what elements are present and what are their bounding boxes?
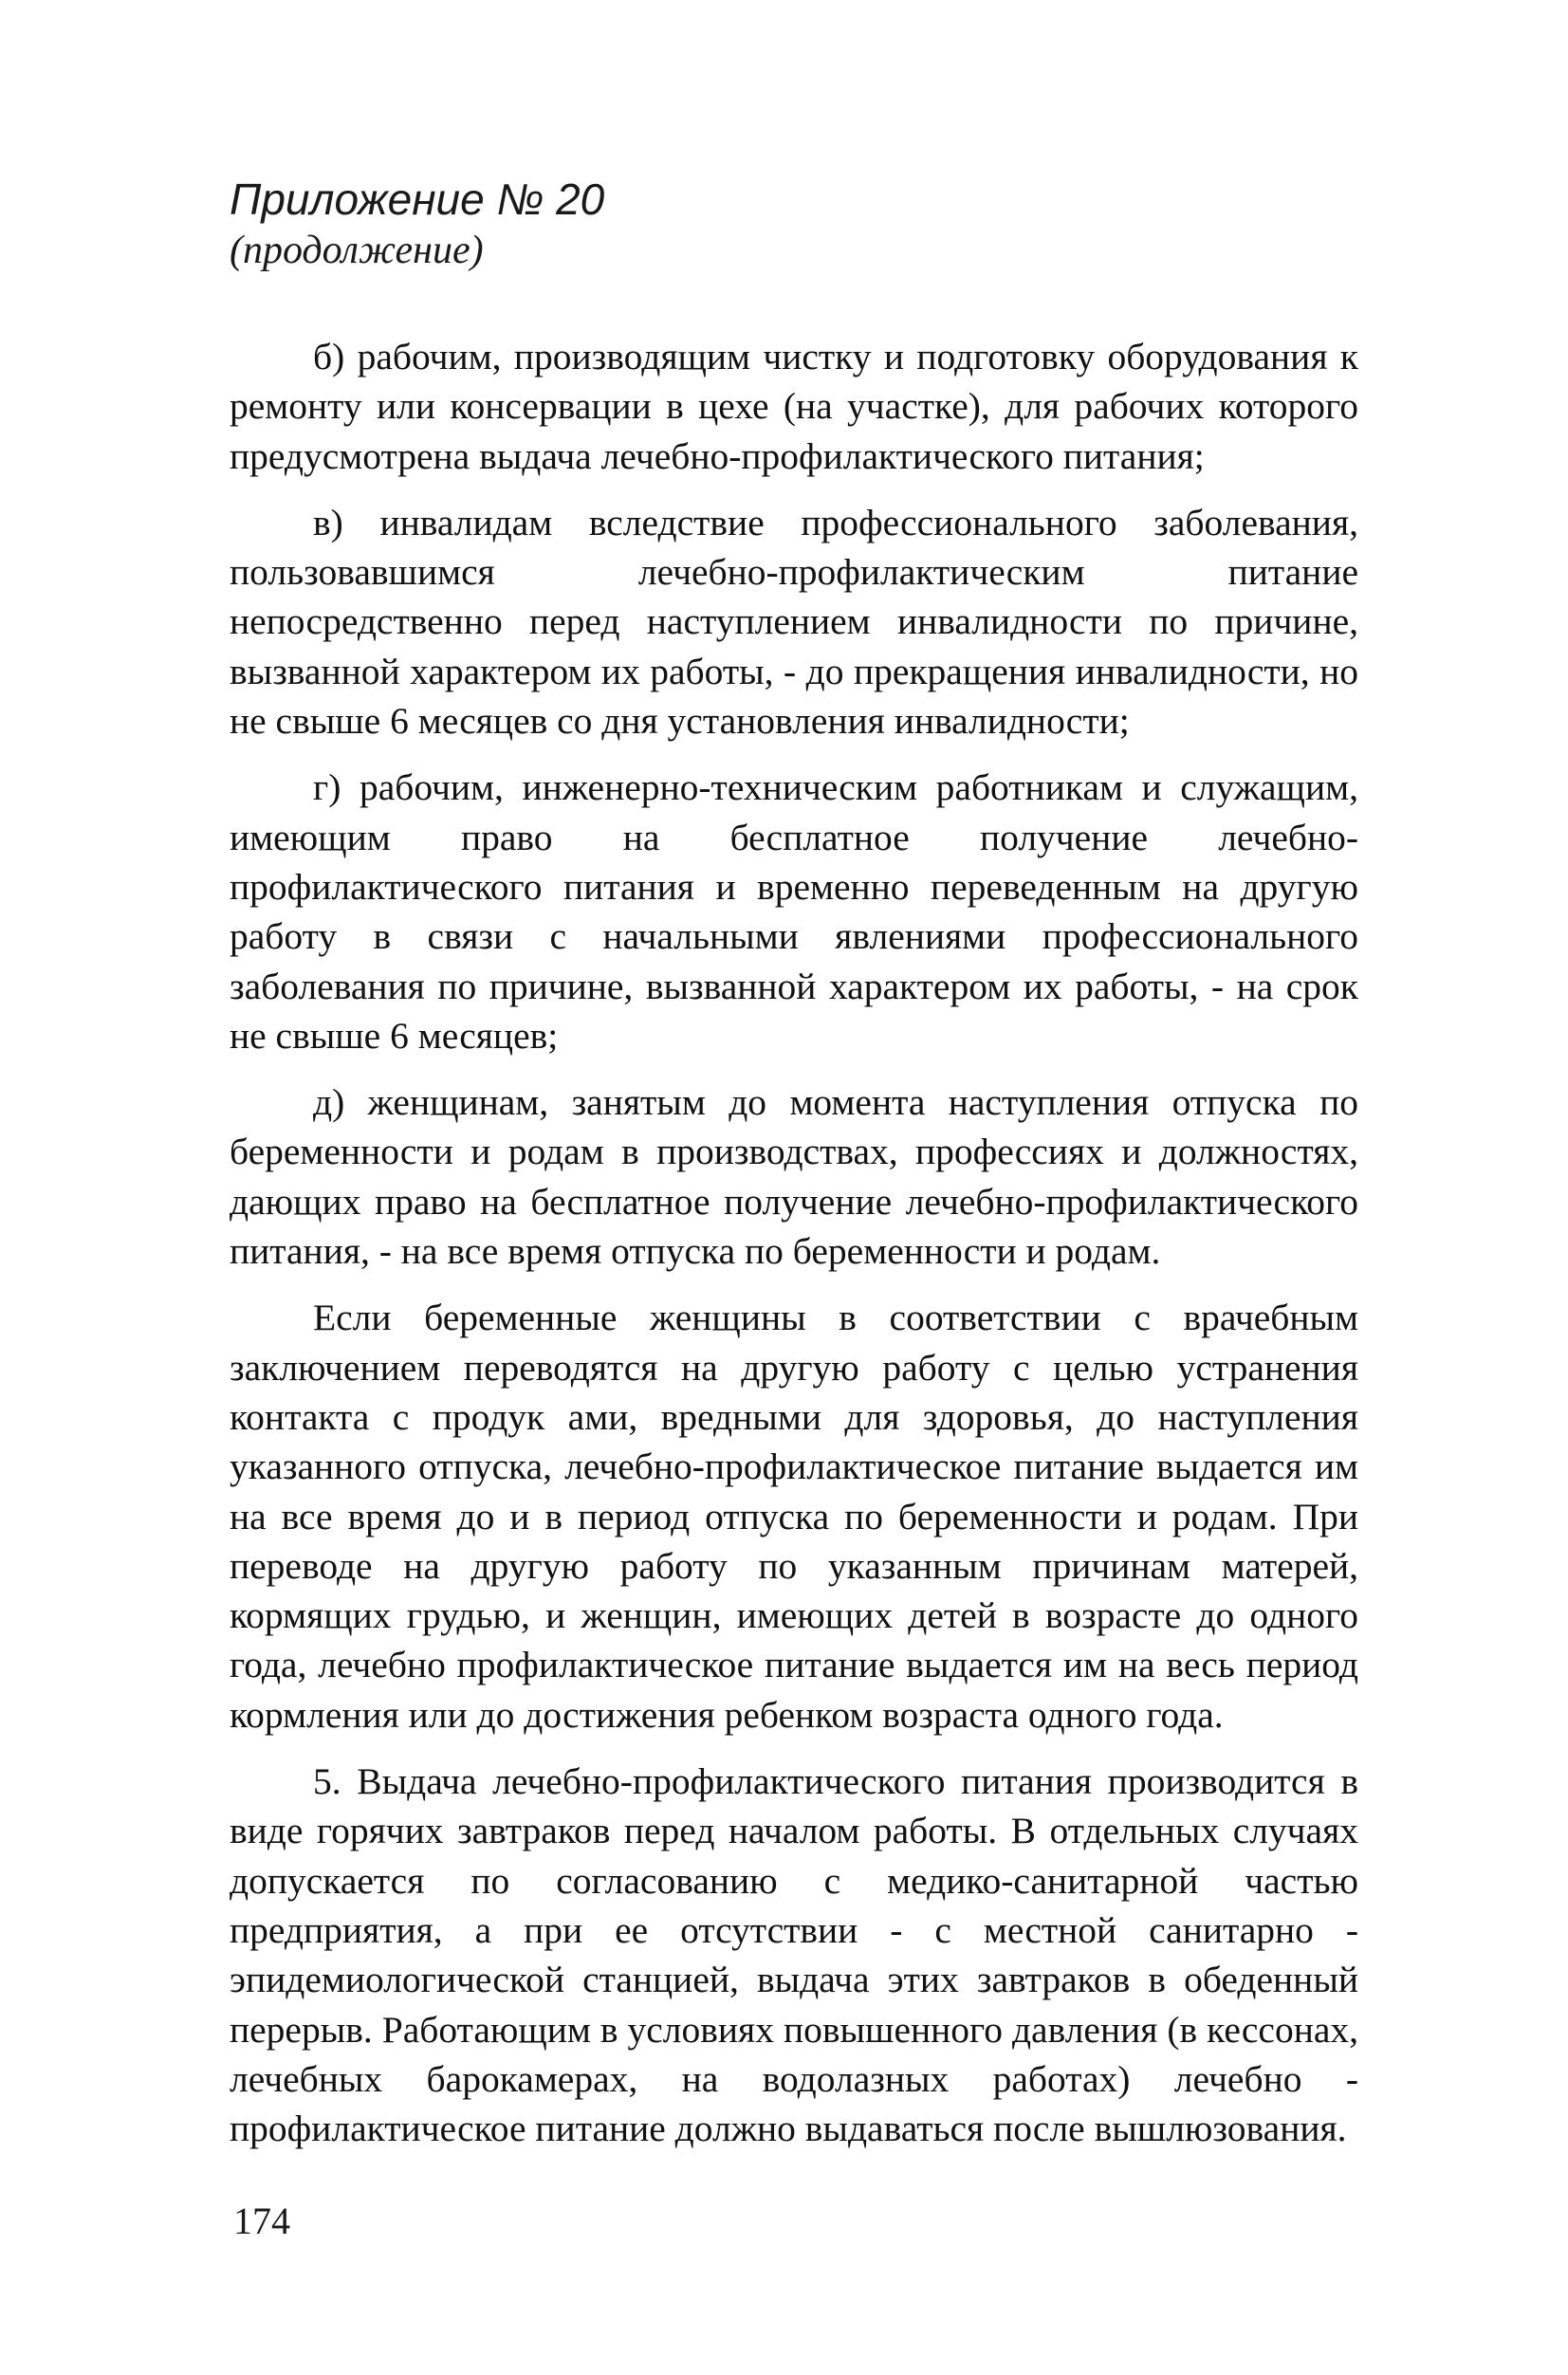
document-body [230, 332, 1358, 2170]
paragraph-d: д) женщинам, занятым до момента наступления отпуска по беременности и родам в производствах, профессиях и должностях, дающих право на бесплатное получение лечебно-профилактического питания, - на все время отпуска по беременности и родам. [230, 1081, 1358, 1273]
page-number: 174 [233, 2200, 290, 2242]
appendix-title: Приложение № 20 [230, 175, 605, 224]
paragraph-g: г) рабочим, инженерно-техническим работникам и служащим, имеющим право на бесплатное получение лечебно-профилактического питания и временно переведенным на другую работу в связи с начальными явлениями профессионального заболевания по причине, вызванной характером их работы, - на срок не свыше 6 месяцев; [230, 766, 1358, 1057]
paragraph-5-breakfast: 5. Выдача лечебно-профилактического питания производится в виде горячих завтраков перед началом работы. В отдельных случаях допускается по согласованию с медико-санитарной частью предприятия, а при ее отсутствии - с местной санитарно - эпидемиологической станцией, выдача этих завтраков в обеденный перерыв. Работающим в условиях повышенного давления (в кессонах, лечебных барокамерах, на водолазных работах) лечебно - профилактическое питание должно выдаваться после вышлюзования. [230, 1760, 1358, 2150]
paragraph-pregnant-women: Если беременные женщины в соответствии с врачебным заключением переводятся на другую работу с целью устранения контакта с продук ами, вредными для здоровья, до наступления указанного отпуска, лечебно-профилактическое питание выдается им на все время до и в период отпуска по беременности и родам. При переводе на другую работу по указанным причинам матерей, кормящих грудью, и женщин, имеющих детей в возрасте до одного года, лечебно профилактическое питание выдается им на весь период кормления или до достижения ребенком возраста одного года. [230, 1297, 1358, 1736]
paragraph-v: в) инвалидам вследствие профессионального заболевания, пользовавшимся лечебно-профилактическим питание непосредственно перед наступлением инвалидности по причине, вызванной характером их работы, - до прекращения инвалидности, но не свыше 6 месяцев со дня установления инвалидности; [230, 501, 1358, 743]
appendix-subtitle: (продолжение) [230, 229, 484, 272]
paragraph-b: б) рабочим, производящим чистку и подготовку оборудования к ремонту или консервации в цехе (на участке), для рабочих которого предусмотрена выдача лечебно-профилактического питания; [230, 336, 1358, 477]
appendix-header [230, 173, 1083, 275]
